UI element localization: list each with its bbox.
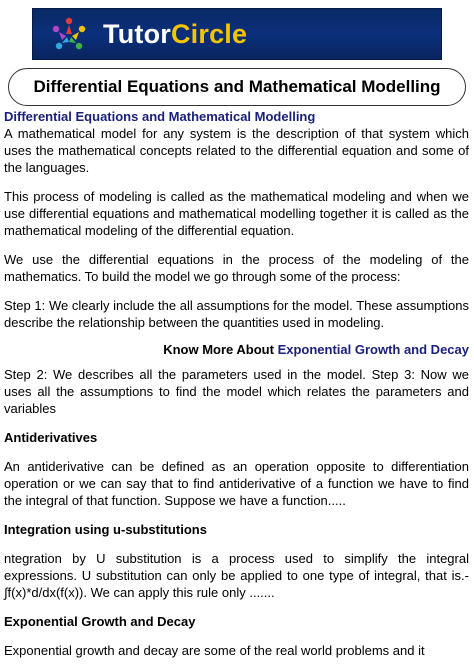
page-title: Differential Equations and Mathematical Modelling	[8, 68, 466, 106]
paragraph-step1: Step 1: We clearly include the all assumptions for the model. These assumptions describe the relationship between the quantities used in modeling.	[4, 298, 469, 330]
heading-antiderivatives: Antiderivatives	[4, 430, 98, 445]
know-more-link[interactable]: Exponential Growth and Decay	[277, 342, 469, 357]
paragraph-antiderivative: An antiderivative can be defined as an operation opposite to differentiation operation or we can say that to find antiderivative of a function we have to find the integral of that function. Suppose we have a function.....	[4, 459, 469, 508]
paragraph-u-substitution: ntegration by U substitution is a process used to simplify the integral expressions. U substitution can only be applied to one type of integral, that is.-∫f(x)*d/dx(f(x)). We can apply this rule only .......	[4, 551, 469, 600]
tutorcircle-wordmark	[103, 19, 247, 49]
heading-u-substitution: Integration using u-substitutions	[4, 522, 207, 537]
logo-word-circle: Circle	[170, 19, 248, 49]
know-more-prefix: Know More About	[163, 342, 278, 357]
paragraph-exponential: Exponential growth and decay are some of the real world problems and it	[4, 643, 425, 658]
tutorcircle-banner	[32, 8, 442, 60]
article-subtitle: Differential Equations and Mathematical Modelling	[4, 109, 316, 124]
people-circle-logo-icon	[49, 15, 89, 55]
paragraph-intro: A mathematical model for any system is the description of that system which uses the mathematical concepts related to the differential equation and some of the languages.	[4, 126, 469, 175]
know-more-line	[4, 341, 469, 358]
heading-exponential: Exponential Growth and Decay	[4, 614, 196, 629]
paragraph-process: We use the differential equations in the process of the modeling of the mathematics. To build the model we go through some of the process:	[4, 252, 469, 284]
paragraph-step2-3: Step 2: We describes all the parameters used in the model. Step 3: Now we uses all the assumptions to find the model which relates the parameters and variables	[4, 367, 469, 416]
logo-word-tutor: Tutor	[103, 19, 171, 49]
paragraph-modeling: This process of modeling is called as the mathematical modeling and when we use differential equations and mathematical modelling together it is called as the mathematical modeling of the differential equation.	[4, 189, 469, 238]
article-body	[4, 108, 469, 671]
